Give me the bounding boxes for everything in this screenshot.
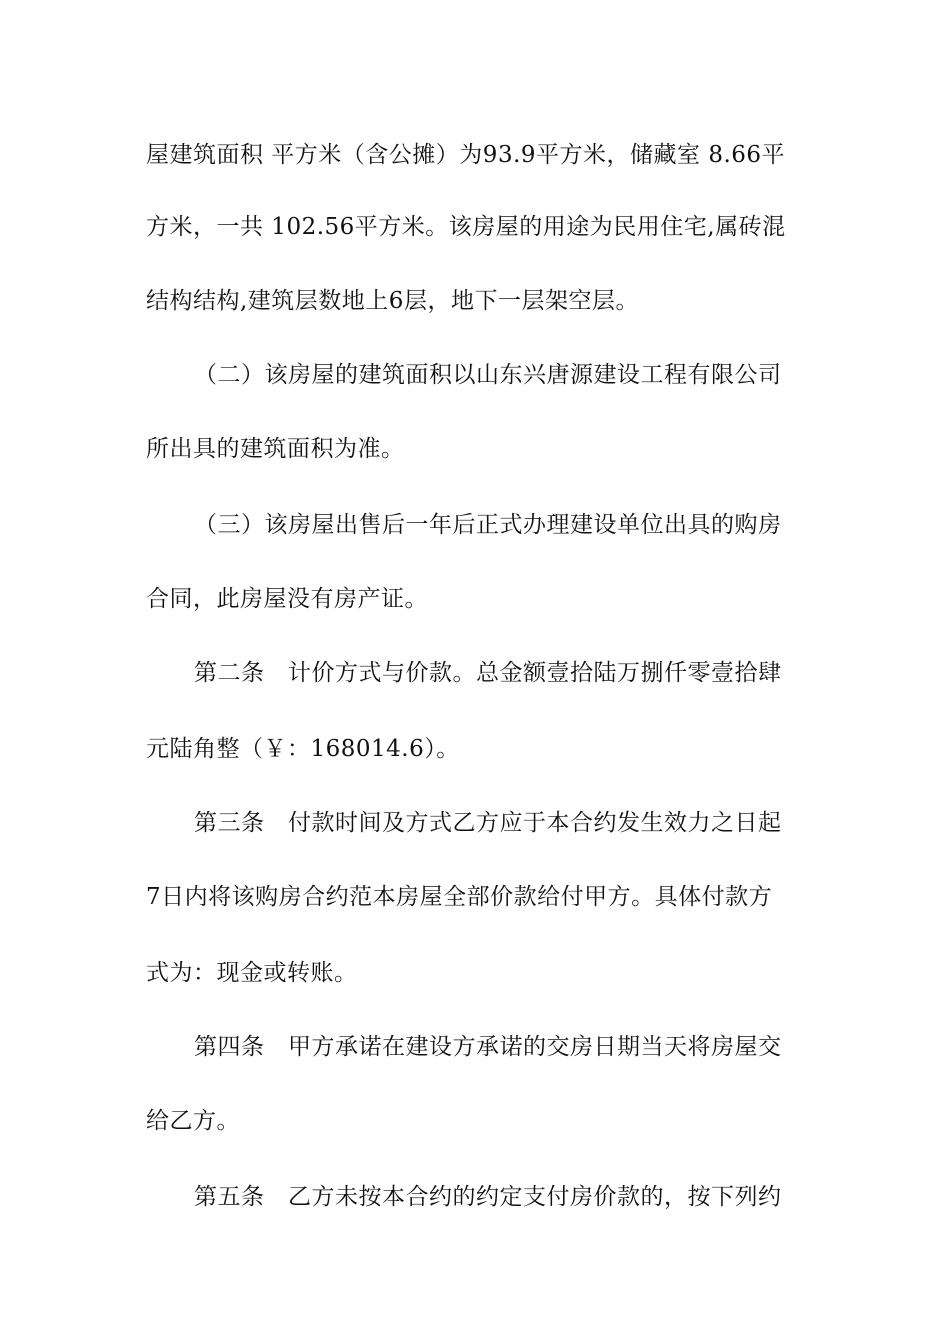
text-line-11: 7日内将该购房合约范本房屋全部价款给付甲方。具体付款方: [146, 884, 773, 910]
text-line-15: 第五条 乙方未按本合约的约定支付房价款的，按下列约: [194, 1184, 782, 1210]
text-line-2: 方米，一共 102.56平方米。该房屋的用途为民用住宅,属砖混: [146, 214, 786, 240]
text-line-12: 式为：现金或转账。: [146, 960, 358, 986]
text-line-9: 元陆角整（￥：168014.6）。: [146, 736, 460, 762]
text-line-5: 所出具的建筑面积为准。: [146, 436, 405, 462]
text-line-14: 给乙方。: [146, 1108, 240, 1134]
text-line-13: 第四条 甲方承诺在建设方承诺的交房日期当天将房屋交: [194, 1034, 782, 1060]
text-line-10: 第三条 付款时间及方式乙方应于本合约发生效力之日起: [194, 810, 782, 836]
text-line-6: （三）该房屋出售后一年后正式办理建设单位出具的购房: [194, 512, 782, 538]
text-line-1: 屋建筑面积 平方米（含公摊）为93.9平方米，储藏室 8.66平: [146, 142, 786, 168]
text-line-8: 第二条 计价方式与价款。总金额壹拾陆万捌仟零壹拾肆: [194, 660, 782, 686]
text-line-7: 合同，此房屋没有房产证。: [146, 586, 428, 612]
text-line-3: 结构结构,建筑层数地上6层，地下一层架空层。: [146, 288, 639, 314]
text-line-4: （二）该房屋的建筑面积以山东兴唐源建设工程有限公司: [194, 362, 782, 388]
